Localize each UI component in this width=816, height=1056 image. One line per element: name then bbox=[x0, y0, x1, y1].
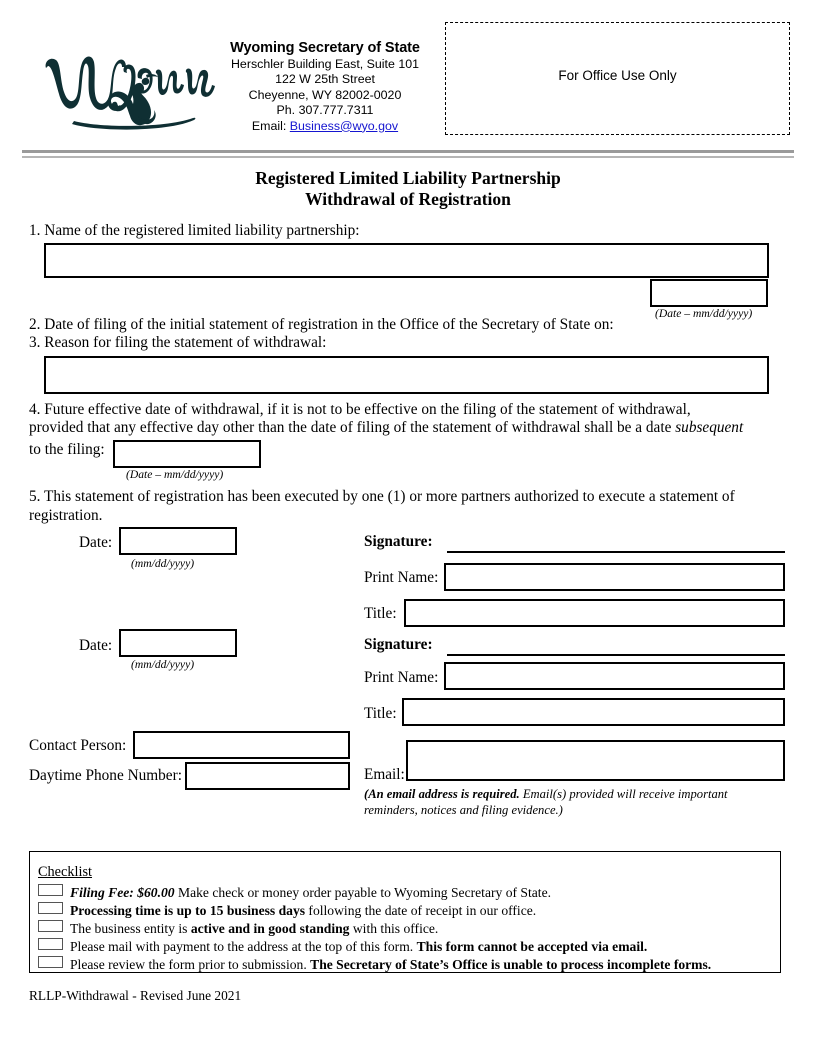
checkbox-icon[interactable] bbox=[38, 920, 63, 932]
address-line-3: Cheyenne, WY 82002-0020 bbox=[248, 87, 402, 102]
future-effective-date-input[interactable] bbox=[113, 440, 261, 468]
title-input-2[interactable] bbox=[402, 698, 785, 726]
header-divider-top bbox=[22, 150, 794, 153]
checklist-item-5-pre: Please review the form prior to submission. bbox=[70, 957, 311, 972]
checklist-item-2-bold: Processing time is up to 15 business days bbox=[70, 903, 306, 918]
phone-line: Ph. 307.777.7311 bbox=[276, 103, 374, 118]
email-requirement-note bbox=[364, 786, 784, 818]
checkbox-icon[interactable] bbox=[38, 902, 63, 914]
reason-for-withdrawal-input[interactable] bbox=[44, 356, 769, 394]
date-hint-2: (mm/dd/yyyy) bbox=[131, 658, 195, 671]
checklist-item-2[interactable] bbox=[38, 902, 536, 920]
page-title-line-2: Withdrawal of Registration bbox=[305, 189, 511, 209]
header-divider-bottom bbox=[22, 156, 794, 158]
checklist-item-1-em: Filing Fee: $60.00 bbox=[70, 885, 175, 900]
page-title bbox=[0, 168, 816, 210]
email-line bbox=[205, 119, 445, 134]
question-5-line-1: 5. This statement of registration has been executed by one (1) or more partners authorized to execute a statement of bbox=[29, 488, 735, 505]
date-input-1[interactable] bbox=[119, 527, 237, 555]
for-office-use-only-box bbox=[445, 22, 790, 135]
question-4-line-3: to the filing: bbox=[29, 441, 105, 458]
question-2-date-hint: (Date – mm/dd/yyyy) bbox=[655, 307, 753, 320]
checklist-item-1[interactable] bbox=[38, 884, 551, 902]
email-requirement-note-bold: (An email address is required. bbox=[364, 787, 520, 801]
print-name-input-2[interactable] bbox=[444, 662, 785, 690]
daytime-phone-label: Daytime Phone Number: bbox=[29, 767, 182, 784]
checklist-item-4-bold: This form cannot be accepted via email. bbox=[416, 939, 648, 954]
contact-email-input[interactable] bbox=[406, 740, 785, 781]
signature-line-2[interactable] bbox=[447, 654, 785, 656]
contact-email-label: Email: bbox=[364, 766, 405, 783]
date-input-2[interactable] bbox=[119, 629, 237, 657]
initial-registration-date-input[interactable] bbox=[650, 279, 768, 307]
email-link[interactable]: Business@wyo.gov bbox=[289, 118, 399, 133]
partnership-name-input[interactable] bbox=[44, 243, 769, 278]
checkbox-icon[interactable] bbox=[38, 884, 63, 896]
checklist-item-5[interactable] bbox=[38, 956, 711, 974]
footer-revision: RLLP-Withdrawal - Revised June 2021 bbox=[29, 988, 242, 1003]
title-input-1[interactable] bbox=[404, 599, 785, 627]
document-header bbox=[0, 0, 816, 150]
wyoming-bucking-horse-logo-icon bbox=[38, 28, 218, 140]
question-3-label: 3. Reason for filing the statement of withdrawal: bbox=[29, 334, 327, 351]
contact-person-label: Contact Person: bbox=[29, 737, 127, 754]
title-label-1: Title: bbox=[364, 605, 397, 622]
print-name-label-1: Print Name: bbox=[364, 569, 439, 586]
question-4-line-2-text: provided that any effective day other than the date of filing of the statement of withdrawal shall be a date bbox=[29, 419, 676, 436]
checklist-heading: Checklist bbox=[38, 864, 93, 880]
question-2-label: 2. Date of filing of the initial statement of registration in the Office of the Secretary of State on: bbox=[29, 316, 614, 333]
checklist-item-3-text: with this office. bbox=[349, 921, 439, 936]
agency-name: Wyoming Secretary of State bbox=[230, 40, 420, 56]
address-line-2: 122 W 25th Street bbox=[275, 72, 375, 87]
signature-label-1: Signature: bbox=[364, 533, 433, 550]
date-label-2: Date: bbox=[79, 637, 113, 654]
checklist-item-5-bold: The Secretary of State’s Office is unable to process incomplete forms. bbox=[310, 957, 712, 972]
address-line-1: Herschler Building East, Suite 101 bbox=[230, 57, 420, 71]
print-name-label-2: Print Name: bbox=[364, 669, 439, 686]
checklist-item-1-text: Make check or money order payable to Wyoming Secretary of State. bbox=[174, 885, 552, 900]
checklist-item-2-text: following the date of receipt in our office. bbox=[305, 903, 537, 918]
for-office-use-only-label: For Office Use Only bbox=[558, 68, 677, 83]
checklist-item-3[interactable] bbox=[38, 920, 438, 938]
page-title-line-1: Registered Limited Liability Partnership bbox=[255, 168, 561, 188]
agency-contact-block bbox=[205, 40, 445, 134]
checklist-item-4[interactable] bbox=[38, 938, 647, 956]
daytime-phone-input[interactable] bbox=[185, 762, 350, 790]
date-label-1: Date: bbox=[79, 534, 113, 551]
checklist-item-3-bold: active and in good standing bbox=[190, 921, 350, 936]
question-4-line-1: 4. Future effective date of withdrawal, if it is not to be effective on the filing of the statement of withdrawal, bbox=[29, 401, 691, 418]
email-label: Email: bbox=[251, 118, 287, 133]
checklist-item-3-pre: The business entity is bbox=[70, 921, 191, 936]
contact-person-input[interactable] bbox=[133, 731, 350, 759]
question-4-line-2 bbox=[29, 418, 795, 438]
checkbox-icon[interactable] bbox=[38, 956, 63, 968]
signature-label-2: Signature: bbox=[364, 636, 433, 653]
title-label-2: Title: bbox=[364, 705, 397, 722]
email-requirement-note-line-2: reminders, notices and filing evidence.) bbox=[364, 803, 563, 817]
question-4-emphasis: subsequent bbox=[675, 419, 744, 436]
question-4-date-hint: (Date – mm/dd/yyyy) bbox=[126, 468, 224, 481]
question-1-label: 1. Name of the registered limited liability partnership: bbox=[29, 222, 360, 239]
question-5-line-2: registration. bbox=[29, 507, 103, 524]
checklist-item-4-pre: Please mail with payment to the address at the top of this form. bbox=[70, 939, 417, 954]
date-hint-1: (mm/dd/yyyy) bbox=[131, 557, 195, 570]
signature-line-1[interactable] bbox=[447, 551, 785, 553]
checkbox-icon[interactable] bbox=[38, 938, 63, 950]
email-requirement-note-rest: Email(s) provided will receive important bbox=[519, 787, 728, 801]
print-name-input-1[interactable] bbox=[444, 563, 785, 591]
